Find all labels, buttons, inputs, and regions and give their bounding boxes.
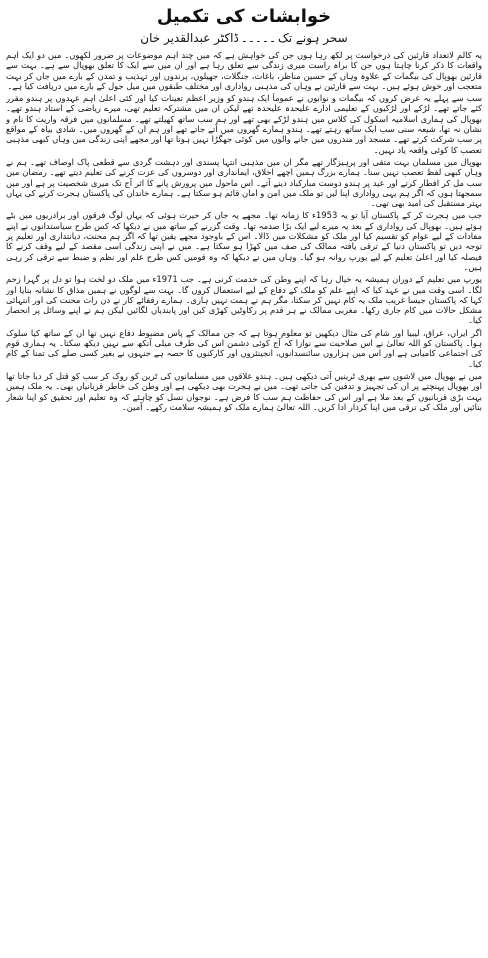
paragraph: سب سے پہلے یہ عرض کروں کہ بیگمات و نوابوں نے عموماً ایک ہندو کو وزیر اعظم تعینات کیا اور کئی اعلیٰ اہم عہدوں پر ہندو مقرر کئے جاتے تھے۔ لڑکے اور لڑکیوں کے تعلیمی ادارے علیحدہ علیحدہ تھے لیکن ان میں مشترکہ تعلیم تھی، میرے ریاضی کے استاد ہندو تھے۔ بھوپال کی ہماری اسلامیہ اسکول کی کلاس میں ہندو لڑکے بھی تھے اور ہم سب ساتھ کھیلتے تھے۔ مسلمانوں میں فرقہ واریت کا نام و نشان نہ تھا، شیعہ سنی سب ایک ساتھ رہتے تھے۔ ہندو ہمارے گھروں میں آتے جاتے تھے اور ہم ان کے گھروں میں۔ شادی بیاہ کے مواقع پر سب شرکت کرتے تھے۔ مسجد اور مندروں میں جانے والوں میں کوئی جھگڑا نہیں ہوتا تھا اور مجھے اپنی زندگی میں وہاں کبھی مذہبی تعصب کا کوئی واقعہ یاد نہیں۔ — [6, 93, 482, 155]
column-series-name: سحر ہونے تک — [277, 31, 348, 45]
byline-separator: ۔۔۔۔۔ — [240, 31, 276, 45]
paragraph: میں نے بھوپال میں لاشوں سے بھری ٹرینیں آتی دیکھی ہیں۔ ہندو علاقوں میں مسلمانوں کی ٹرین کو روک کر سب کو قتل کر دیا جاتا تھا اور بھوپال پہنچتے پر ان کی تجہیز و تدفین کی جاتی تھی۔ میں نے ہجرت بھی دیکھی ہے اور وطن کی خاطر قربانیاں بھی۔ یہ ملک ہمیں بہت بڑی قربانیوں کے بعد ملا ہے اور اس کی حفاظت ہم سب کا فرض ہے۔ نوجوان نسل کو چاہئے کہ وہ تعلیم اور تحقیق کو اپنا شعار بنائیں اور ملک کی ترقی میں اپنا کردار ادا کریں۔ اللہ تعالیٰ ہمارے ملک کو ہمیشہ سلامت رکھے۔ آمین۔ — [6, 370, 482, 412]
paragraph: اگر ایران، عراق، لیبیا اور شام کی مثال دیکھیں تو معلوم ہوتا ہے کہ جن ممالک کے پاس مضبوط دفاع نہیں تھا ان کے ساتھ کیا سلوک ہوا۔ پاکستان کو اللہ تعالیٰ نے اس صلاحیت سے نوازا کہ آج کوئی دشمن اس کی طرف میلی آنکھ سے نہیں دیکھ سکتا۔ یہ ہماری قوم کی اجتماعی کامیابی ہے اور اس میں ہزاروں سائنسدانوں، انجینئروں اور کارکنوں کا حصہ ہے جنہوں نے بغیر کسی صلے کی تمنا کے کام کیا۔ — [6, 327, 482, 369]
author-name: ڈاکٹر عبدالقدیر خان — [140, 31, 239, 45]
article-body — [6, 50, 482, 412]
column-headline: خوابشات کی تکمیل — [156, 6, 332, 27]
paragraph: بھوپال میں مسلمان بہت متقی اور پرہیزگار تھے مگر ان میں مذہبی انتہا پسندی اور دہشت گردی سے قطعی پاک اوصاف تھے۔ ہم نے وہاں کبھی لفظ تعصب نہیں سنا۔ ہمارے بزرگ ہمیں اچھے اخلاق، ایمانداری اور دوسروں کی عزت کرنے کی تعلیم دیتے تھے۔ رمضان میں سب مل کر افطار کرتے اور عید پر ہندو دوست مبارکباد دینے آتے۔ اس ماحول میں پرورش پانے کا اثر آج تک میری شخصیت پر ہے اور میں سمجھتا ہوں کہ اگر ہم یہی رواداری اپنا لیں تو ملک میں امن و امان قائم ہو سکتا ہے۔ ہمارے خاندان کی پاکستان ہجرت کرنے کی یہاں بہتر مستقبل کی امید بھی تھی۔ — [6, 156, 482, 209]
paragraph: جب میں ہجرت کر کے پاکستان آیا تو یہ 1953ء کا زمانہ تھا۔ مجھے یہ جان کر حیرت ہوئی کہ یہاں لوگ فرقوں اور برادریوں میں بٹے ہوئے ہیں۔ بھوپال کی رواداری کے بعد یہ میرے لیے ایک بڑا صدمہ تھا۔ وقت گزرنے کے ساتھ میں نے دیکھا کہ کس طرح سیاستدانوں نے اپنے مفادات کے لیے عوام کو تقسیم کیا اور ملک کو مشکلات میں ڈالا۔ اس کے باوجود مجھے یقین تھا کہ اگر ہم محنت، دیانتداری اور تعلیم پر توجہ دیں تو پاکستان دنیا کے ترقی یافتہ ممالک کی صف میں کھڑا ہو سکتا ہے۔ میں نے اپنی زندگی اسی مقصد کے لیے وقف کرنے کا فیصلہ کیا اور اعلیٰ تعلیم کے لیے یورپ روانہ ہو گیا۔ وہاں میں نے دیکھا کہ وہ قومیں کس طرح علم اور نظم و ضبط سے ترقی کر رہی ہیں۔ — [6, 210, 482, 272]
paragraph: یورپ میں تعلیم کے دوران ہمیشہ یہ خیال رہا کہ اپنے وطن کی خدمت کرنی ہے۔ جب 1971ء میں ملک دو لخت ہوا تو دل پر گہرا زخم لگا۔ اسی وقت میں نے عہد کیا کہ اپنے علم کو ملک کے دفاع کے لیے استعمال کروں گا۔ بہت سے لوگوں نے ہمیں مذاق کا نشانہ بنایا اور کہا کہ پاکستان جیسا غریب ملک یہ کام نہیں کر سکتا، مگر ہم نے ہمت نہیں ہاری۔ ہمارے رفقائے کار نے دن رات محنت کی اور انتہائی مشکل حالات میں کام جاری رکھا۔ مغربی ممالک نے ہر قدم پر رکاوٹیں کھڑی کیں اور پابندیاں لگائیں لیکن ہم نے اپنے وسائل پر انحصار کیا۔ — [6, 274, 482, 326]
paragraph: یہ کالم لاتعداد قارئین کی درخواست پر لکھ رہا ہوں جن کی خواہش ہے کہ میں چند اہم موضوعات پر ضرور لکھوں۔ میں دو ایک اہم واقعات کا ذکر کرنا چاہتا ہوں جن کا براہ راست میری زندگی سے تعلق رہا ہے اور ان میں سے ایک کا تعلق بھوپال سے ہے۔ بہت سے قارئین بھوپال کی بیگمات کے علاوہ وہاں کے حسین مناظر، باغات، جنگلات، جھیلوں، پرندوں اور تہذیب و تمدن کے بارے میں جان کر بہت متعجب اور خوش ہوئے ہیں۔ بہت سے قارئین نے وہاں کی مذہبی رواداری اور مختلف طبقوں میں میل جول کے بارے میں دریافت کیا ہے۔ — [6, 50, 482, 91]
byline — [6, 30, 482, 46]
